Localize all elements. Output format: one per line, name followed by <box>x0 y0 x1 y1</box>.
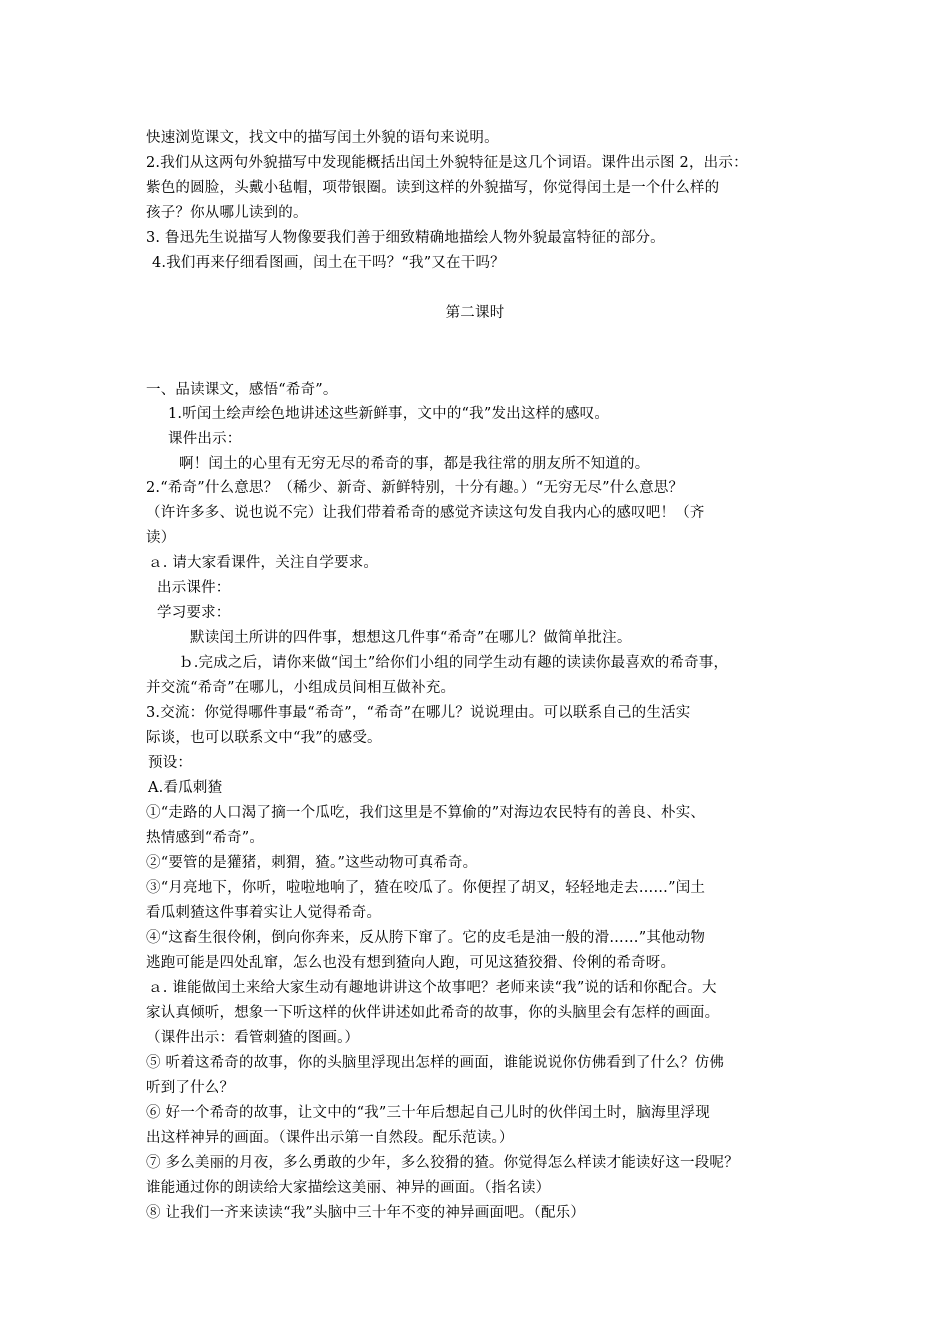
section-heading: 一、品读课文，感悟“希奇”。 <box>146 382 338 398</box>
text-line: 际谈，也可以联系文中“我”的感受。 <box>146 730 382 746</box>
text-line: ④“这畜生很伶俐，倒向你奔来，反从胯下窜了。它的皮毛是油一般的滑……”其他动物 <box>146 930 706 946</box>
text-line: 谁能通过你的朗读给大家描绘这美丽、神异的画面。（指名读） <box>146 1180 551 1196</box>
text-line: ａ. 谁能做闰土来给大家生动有趣地讲讲这个故事吧？老师来读“我”说的话和你配合。大 <box>148 980 717 996</box>
text-line: 家认真倾听，想象一下听这样的伙伴讲述如此希奇的故事，你的头脑里会有怎样的画面。 <box>146 1005 720 1021</box>
text-line: ⑤ 听着这希奇的故事，你的头脑里浮现出怎样的画面，谁能说说你仿佛看到了什么？仿佛 <box>146 1055 725 1071</box>
text-line: 紫色的圆脸，头戴小毡帽，项带银圈。读到这样的外貌描写，你觉得闰土是一个什么样的 <box>146 180 720 196</box>
text-line: 4.我们再来仔细看图画，闰土在干吗？“我”又在干吗？ <box>152 255 505 271</box>
text-line: （许许多多、说也说不完）让我们带着希奇的感觉齐读这句发自我内心的感叹吧！（齐 <box>146 505 705 521</box>
text-line: 2.我们从这两句外貌描写中发现能概括出闰土外貌特征是这几个词语。课件出示图 2，出示： <box>146 155 748 171</box>
text-line: ⑧ 让我们一齐来读读“我”头脑中三十年不变的神异画面吧。（配乐） <box>146 1205 586 1221</box>
text-line: 读） <box>146 530 176 546</box>
text-line: ②“要管的是獾猪，刺猬，猹。”这些动物可真希奇。 <box>146 855 478 871</box>
text-line: 2.“希奇”什么意思？（稀少、新奇、新鲜特别，十分有趣。）“无穷无尽”什么意思？ <box>146 480 684 496</box>
quote-line: 默读闰土所讲的四件事，想想这几件事“希奇”在哪儿？做简单批注。 <box>190 630 632 646</box>
text-line: 出这样神异的画面。（课件出示第一自然段。配乐范读。） <box>146 1130 514 1146</box>
text-line: 看瓜刺猹这件事着实让人觉得希奇。 <box>146 905 382 921</box>
text-line: 出示课件： <box>157 580 231 596</box>
text-line: ｂ.完成之后，请你来做“闰土”给你们小组的同学生动有趣的读读你最喜欢的希奇事， <box>179 655 729 671</box>
text-line: （课件出示：看管刺猹的图画。） <box>146 1030 360 1046</box>
text-line: ⑦ 多么美丽的月夜，多么勇敢的少年，多么狡猾的猹。你觉得怎么样读才能读好这一段呢？ <box>146 1155 739 1171</box>
text-line: ③“月亮地下，你听，啦啦地响了，猹在咬瓜了。你便捏了胡叉，轻轻地走去……”闰土 <box>146 880 706 896</box>
section-title: 第二课时 <box>445 305 505 321</box>
text-line: 听到了什么？ <box>146 1080 235 1096</box>
text-line: A.看瓜刺猹 <box>148 780 223 796</box>
text-line: ⑥ 好一个希奇的故事，让文中的“我”三十年后想起自己儿时的伙伴闰土时，脑海里浮现 <box>146 1105 710 1121</box>
text-line: ①“走路的人口渴了摘一个瓜吃，我们这里是不算偷的”对海边农民特有的善良、朴实、 <box>146 805 706 821</box>
text-line: 3. 鲁迅先生说描写人物像要我们善于细致精确地描绘人物外貌最富特征的部分。 <box>146 230 665 246</box>
text-line: 孩子？你从哪儿读到的。 <box>146 205 308 221</box>
text-line: 课件出示： <box>168 431 242 447</box>
text-line: 快速浏览课文，找文中的描写闰土外貌的语句来说明。 <box>146 130 499 146</box>
text-line: 逃跑可能是四处乱窜，怎么也没有想到猹向人跑，可见这猹狡猾、伶俐的希奇呀。 <box>146 955 676 971</box>
text-line: 3.交流：你觉得哪件事最“希奇”，“希奇”在哪儿？说说理由。可以联系自己的生活实 <box>146 705 691 721</box>
text-line: 并交流“希奇”在哪儿，小组成员间相互做补充。 <box>146 680 456 696</box>
text-line: 预设： <box>148 755 193 771</box>
text-line: 热情感到“希奇”。 <box>146 830 265 846</box>
text-line: 1.听闰土绘声绘色地讲述这些新鲜事，文中的“我”发出这样的感叹。 <box>168 406 610 422</box>
text-line: ａ. 请大家看课件，关注自学要求。 <box>148 555 379 571</box>
text-line: 学习要求： <box>157 605 231 621</box>
quote-line: 啊！闰土的心里有无穷无尽的希奇的事，都是我往常的朋友所不知道的。 <box>179 456 650 472</box>
